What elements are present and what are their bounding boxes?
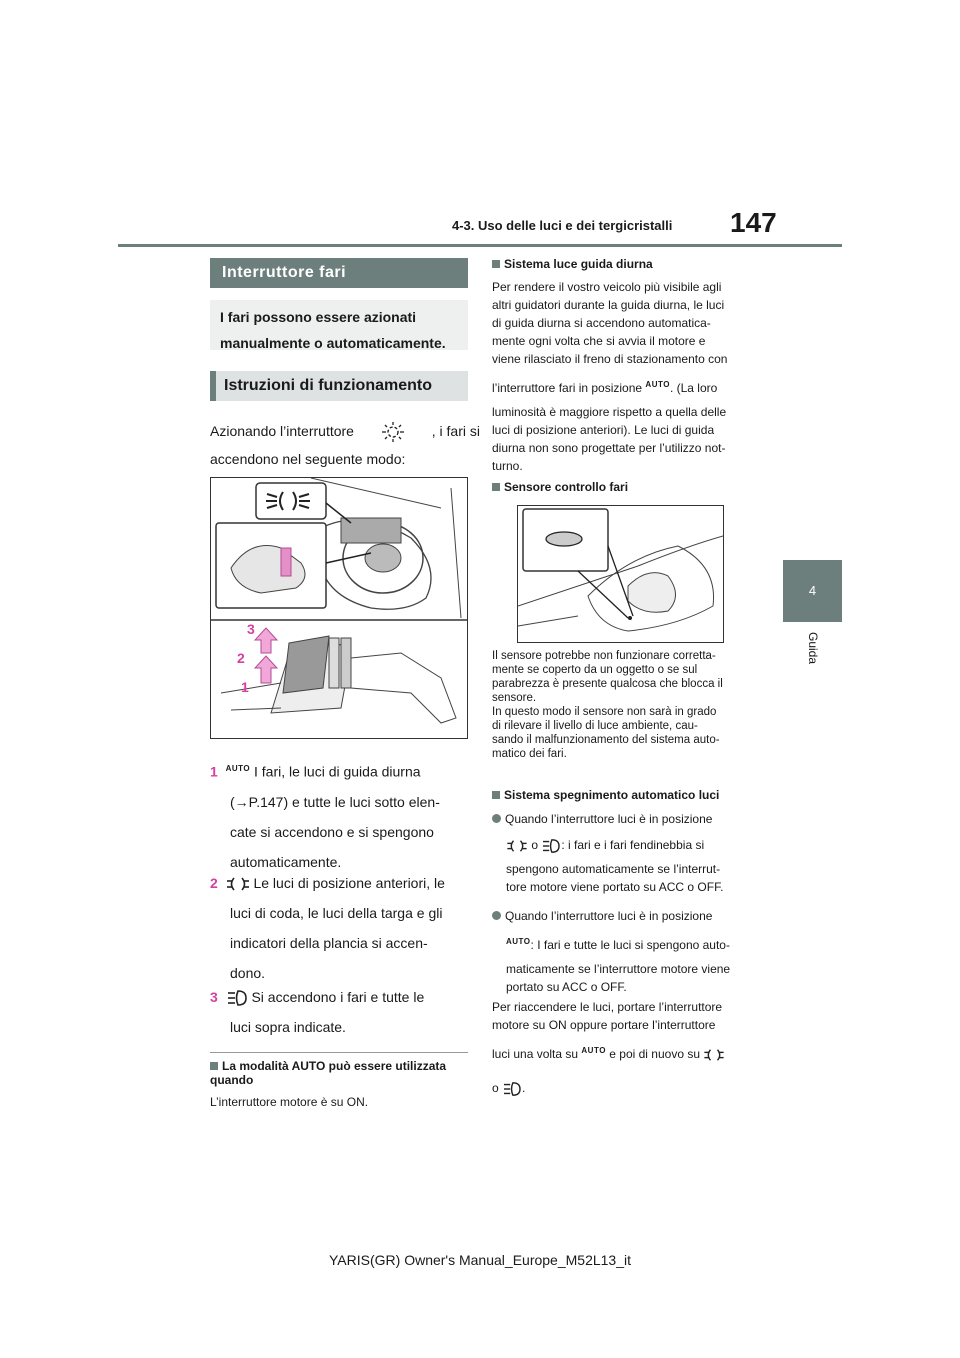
note-text: L’interruttore motore è su ON. (210, 1095, 369, 1109)
text-line: Per riaccendere le luci, portare l’interruttore (492, 1000, 723, 1014)
light-sun-icon (380, 421, 406, 443)
item-line: luci sopra indicate. (230, 1019, 346, 1035)
text-line: l’interruttore fari in posizione (492, 381, 643, 395)
text-line: spengono automaticamente se l’interrut- (506, 862, 721, 876)
text-line: altri guidatori durante la guida diurna, le luci (492, 298, 725, 312)
item-line: cate si accendono e si spengono (230, 823, 434, 840)
text-line: mente se coperto da un oggetto o se sul (492, 664, 698, 676)
text-line: . (La loro (669, 381, 718, 395)
item-line: Si accendono i fari e tutte le (251, 989, 425, 1005)
text-line: Quando l’interruttore luci è in posizione (505, 909, 713, 923)
text-line: di rilevare il livello di luce ambiente, cau- (492, 720, 698, 732)
headlight-icon (541, 838, 561, 854)
text-line: portato su ACC o OFF. (506, 980, 627, 994)
final-paragraph (492, 998, 762, 1097)
text-line: luci di posizione anteriori). Le luci di guida (492, 423, 715, 437)
item-line: luci di coda, le luci della targa e gli (230, 905, 443, 921)
text-line: tore motore viene portato su ACC o OFF. (506, 880, 724, 894)
text-line: sando il malfunzionamento del sistema auto- (492, 734, 720, 746)
text-line: o (492, 1081, 499, 1095)
item-line: indicatori della plancia si accen- (230, 935, 428, 951)
text-line: diurna non sono progettate per l’utilizzo not- (492, 441, 726, 455)
text-line: o (531, 838, 539, 852)
text-line: turno. (492, 459, 523, 473)
headlight-icon (226, 989, 248, 1007)
text-line: luci una volta su (492, 1047, 579, 1061)
page-number: 147 (730, 207, 777, 238)
figure-label-1: 1 (241, 679, 249, 695)
side-lights-icon (226, 876, 250, 892)
auto-icon: AUTO (645, 380, 670, 389)
square-bullet-icon (492, 260, 500, 268)
divider (210, 1052, 468, 1053)
text-line: In questo modo il sensore non sarà in grado (492, 706, 717, 718)
side-lights-icon (703, 1048, 725, 1062)
round-bullet-icon (492, 814, 501, 823)
text-line: sensore. (492, 692, 537, 704)
note-title-text: La modalità AUTO può essere utilizzata quando (210, 1059, 447, 1087)
text-line: . (522, 1081, 526, 1095)
text-line: e poi di nuovo su (609, 1047, 701, 1061)
auto-icon: AUTO (506, 937, 531, 946)
text-line: viene rilasciato il freno di stazionamento con (492, 352, 728, 366)
bullet-1 (492, 810, 762, 896)
list-item-3 (210, 984, 468, 1040)
drl-paragraph (492, 278, 762, 475)
item-line: Le luci di posizione anteriori, le (253, 875, 445, 891)
para1-line2: accendono nel seguente modo: (210, 451, 406, 467)
intro-box: I fari possono essere azionati manualmente o automaticamente. (210, 300, 468, 350)
text-line: luminosità è maggiore rispetto a quella delle (492, 405, 727, 419)
list-item-1 (210, 756, 468, 875)
auto-icon: AUTO (581, 1046, 606, 1055)
note-title (210, 1059, 468, 1087)
item-line: I fari, le luci di guida diurna (254, 763, 421, 780)
drl-title (492, 255, 653, 273)
text-line: Per rendere il vostro veicolo più visibile agli (492, 280, 722, 294)
drl-title-text: Sistema luce guida diurna (504, 257, 653, 271)
section-title: 4-3. Uso delle luci e dei tergicristalli (452, 218, 673, 233)
sensor-title (492, 478, 628, 496)
item-line: dono. (230, 965, 266, 981)
item-line: (→P.147) e tutte le luci sotto elen- (230, 793, 440, 810)
sensor-paragraph (492, 649, 762, 761)
auto-icon: AUTO (225, 764, 251, 773)
round-bullet-icon (492, 911, 501, 920)
auto-off-title (492, 786, 719, 804)
figure-label-2: 2 (237, 650, 245, 666)
text-line: mente ogni volta che si avvia il motore e (492, 334, 706, 348)
text-line: matico dei fari. (492, 748, 567, 760)
sub-heading: Istruzioni di funzionamento (210, 371, 468, 401)
sensor-title-text: Sensore controllo fari (504, 480, 629, 494)
side-tab-label: Guida (806, 632, 820, 665)
text-line: : I fari e tutte le luci si spengono auto- (530, 938, 730, 952)
text-line: Il sensore potrebbe non funzionare corretta- (492, 650, 716, 662)
headlight-switch-figure (210, 477, 468, 739)
text-line: parabrezza è presente qualcosa che blocca il (492, 678, 723, 690)
item-number: 1 (210, 763, 218, 780)
header-rule (118, 244, 842, 247)
text-line: motore su ON oppure portare l’interruttore (492, 1018, 716, 1032)
para1-line1 (210, 418, 480, 444)
square-bullet-icon (210, 1062, 218, 1070)
text-line: di guida diurna si accendono automatica- (492, 316, 711, 330)
figure-label-3: 3 (247, 621, 255, 637)
list-item-2 (210, 870, 468, 986)
item-number: 3 (210, 989, 218, 1005)
item-line: automaticamente. (230, 853, 342, 870)
side-tab-number: 4 (783, 560, 842, 622)
square-bullet-icon (492, 791, 500, 799)
text-line: Quando l’interruttore luci è in posizione (505, 812, 713, 826)
text-line: : i fari e i fari fendinebbia si (561, 838, 705, 852)
auto-off-title-text: Sistema spegnimento automatico luci (504, 788, 720, 802)
square-bullet-icon (492, 483, 500, 491)
main-heading: Interruttore fari (210, 258, 468, 288)
para1-text-a: Azionando l’interruttore (210, 423, 354, 439)
headlight-icon (502, 1081, 522, 1097)
sensor-figure (517, 505, 724, 643)
text-line: maticamente se l’interruttore motore viene (506, 962, 731, 976)
footer: YARIS(GR) Owner's Manual_Europe_M52L13_it (329, 1252, 631, 1268)
side-lights-icon (506, 839, 528, 853)
item-number: 2 (210, 875, 218, 891)
para1-text-b: , i fari si (431, 423, 480, 439)
bullet-2 (492, 907, 762, 996)
